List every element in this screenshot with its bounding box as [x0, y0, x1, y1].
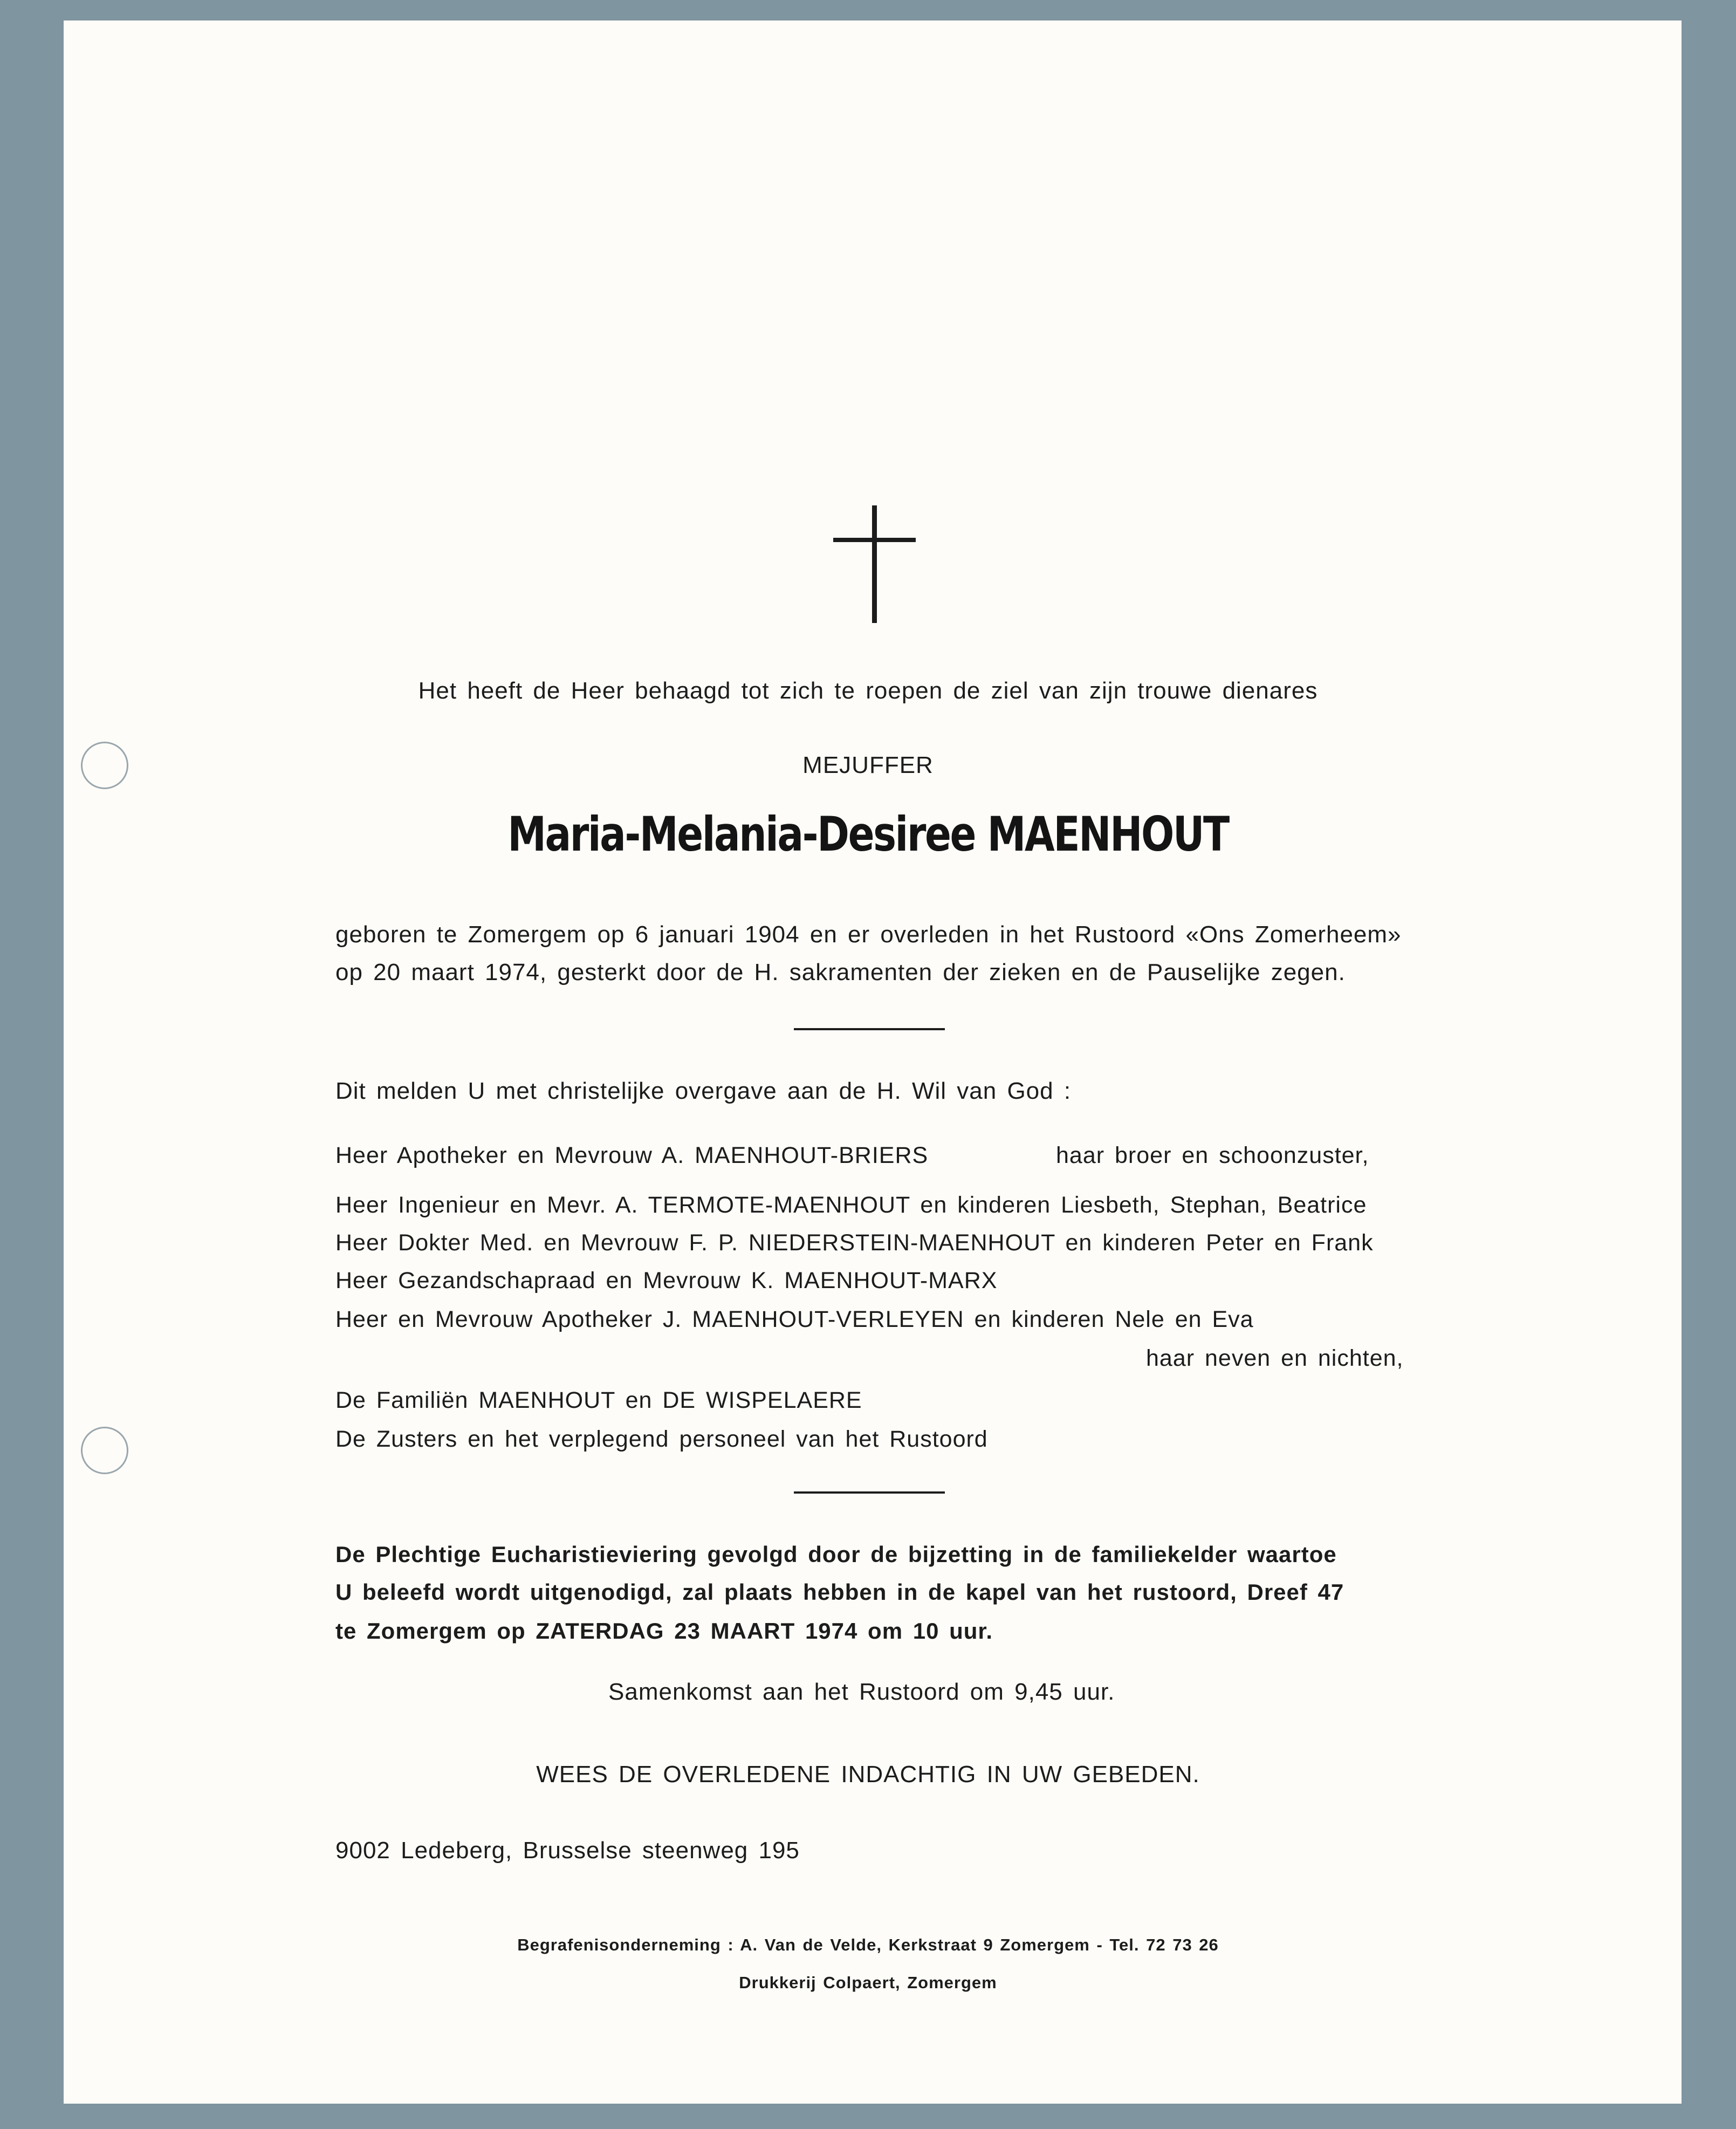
gathering-time: Samenkomst aan het Rustoord om 9,45 uur.: [608, 1679, 1115, 1705]
announcement: Dit melden U met christelijke overgave aan de H. Wil van God :: [335, 1078, 1072, 1104]
mourner-nephew-1: Heer Ingenieur en Mevr. A. TERMOTE-MAENHOUT en kinderen Liesbeth, Stephan, Beatrice: [335, 1192, 1367, 1218]
cross-vertical-bar: [872, 505, 877, 623]
mourner-brother: Heer Apotheker en Mevrouw A. MAENHOUT-BRIERS: [335, 1142, 929, 1168]
birth-death-line-1: geboren te Zomergem op 6 januari 1904 en er overleden in het Rustoord «Ons Zomerheem»: [335, 921, 1402, 948]
service-line-3: te Zomergem op ZATERDAG 23 MAART 1974 om 10 uur.: [335, 1618, 993, 1644]
death-notice-card: [64, 20, 1682, 2104]
mourner-sisters: De Zusters en het verplegend personeel van het Rustoord: [335, 1426, 988, 1452]
service-line-2: U beleefd wordt uitgenodigd, zal plaats hebben in de kapel van het rustoord, Dreef 47: [335, 1579, 1344, 1605]
birth-death-line-2: op 20 maart 1974, gesterkt door de H. sakramenten der zieken en de Pauselijke zegen.: [335, 959, 1346, 985]
brother-relation: haar broer en schoonzuster,: [1056, 1142, 1369, 1168]
deceased-name: Maria-Melania-Desiree MAENHOUT: [507, 806, 1229, 862]
punch-hole-bottom: [81, 1427, 128, 1474]
mourner-nephew-2: Heer Dokter Med. en Mevrouw F. P. NIEDERSTEIN-MAENHOUT en kinderen Peter en Frank: [335, 1230, 1374, 1256]
nephews-relation: haar neven en nichten,: [1146, 1345, 1404, 1371]
prayer-request: WEES DE OVERLEDENE INDACHTIG IN UW GEBEDEN.: [536, 1761, 1200, 1788]
family-address: 9002 Ledeberg, Brusselse steenweg 195: [335, 1837, 800, 1864]
divider-1: [794, 1028, 945, 1030]
mourner-nephew-3: Heer Gezandschapraad en Mevrouw K. MAENHOUT-MARX: [335, 1268, 998, 1293]
divider-2: [794, 1491, 945, 1494]
printer-info: Drukkerij Colpaert, Zomergem: [739, 1973, 997, 1992]
undertaker-info: Begrafenisonderneming : A. Van de Velde, Kerkstraat 9 Zomergem - Tel. 72 73 26: [517, 1935, 1219, 1954]
service-line-1: De Plechtige Eucharistieviering gevolgd door de bijzetting in de familiekelder waartoe: [335, 1542, 1337, 1567]
honorific: MEJUFFER: [802, 752, 934, 778]
intro-text: Het heeft de Heer behaagd tot zich te roepen de ziel van zijn trouwe dienares: [418, 677, 1318, 704]
mourner-families: De Familiën MAENHOUT en DE WISPELAERE: [335, 1387, 862, 1413]
cross-horizontal-bar: [833, 538, 916, 542]
mourner-nephew-4: Heer en Mevrouw Apotheker J. MAENHOUT-VERLEYEN en kinderen Nele en Eva: [335, 1306, 1254, 1332]
